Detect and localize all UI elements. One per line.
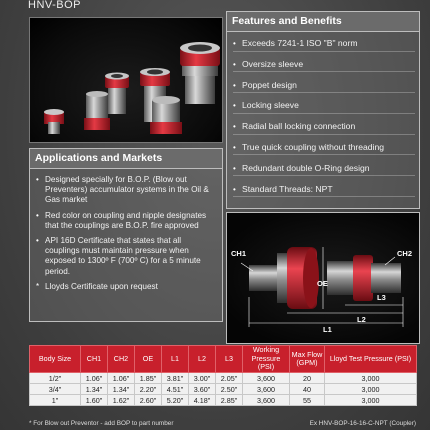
list-item: • Redundant double O-Ring design [233,161,415,177]
col-header: Working Pressure (PSI) [243,346,290,373]
col-header: Lloyd Test Pressure (PSI) [325,346,417,373]
ch2-label: CH2 [397,249,413,258]
col-header: CH1 [81,346,108,373]
bullet-icon: • [233,39,236,48]
list-item: • True quick coupling without threading [233,140,415,156]
table-cell: 1.62" [108,395,135,406]
table-cell: 4.18" [189,395,216,406]
col-header: L1 [162,346,189,373]
oe-label: OE [317,279,328,288]
table-cell: 3,600 [243,373,290,384]
table-cell: 40 [290,384,325,395]
table-cell: 1.34" [108,384,135,395]
table-header-row [30,346,417,373]
list-item: • Standard Threads: NPT [233,182,415,198]
table-cell: 2.85" [216,395,243,406]
list-item: • API 16D Certificate that states that all couplings must maintain pressure when exposed to 1300º F (700º C) for a 5 minute period. [36,236,201,276]
applications-list [30,169,222,292]
product-photo [29,17,223,143]
bullet-icon: • [36,175,39,184]
bullet-icon: • [233,163,236,173]
table-cell: 1.34" [81,384,108,395]
applications-panel [29,148,223,322]
col-header: CH2 [108,346,135,373]
table-cell: 2.60" [135,395,162,406]
bullet-icon: • [233,122,236,132]
table-row [30,384,417,395]
features-list [227,32,419,197]
table-cell: 1.06" [108,373,135,384]
col-header: Body Size [30,346,81,373]
bullet-icon: • [233,80,236,90]
table-cell: 3.60" [189,384,216,395]
bullet-icon: • [233,59,236,69]
table-row [30,395,417,406]
col-header: Max Flow (GPM) [290,346,325,373]
table-cell: 3,600 [243,384,290,395]
table-cell: 2.20" [135,384,162,395]
table-cell: 2.05" [216,373,243,384]
bullet-icon: • [233,142,236,152]
list-item: • Radial ball locking connection [233,119,415,135]
table-cell: 1.85" [135,373,162,384]
bullet-icon: • [233,184,236,194]
list-item: • Exceeds 7241-1 ISO "B" norm [233,36,415,52]
table-cell: 3,000 [325,395,417,406]
l2-label: L2 [357,315,366,324]
footer-example: Ex HNV-BOP-16-16-C-NPT (Coupler) [309,420,416,427]
table-cell: 55 [290,395,325,406]
list-item: • Oversize sleeve [233,57,415,73]
spec-table [29,345,417,406]
table-cell: 3,600 [243,395,290,406]
table-cell: 5.20" [162,395,189,406]
l1-label: L1 [323,325,332,334]
list-item: * Lloyds Certificate upon request [36,281,158,291]
table-cell: 1.06" [81,373,108,384]
table-cell: 4.51" [162,384,189,395]
l3-label: L3 [377,293,386,302]
bullet-icon: • [233,101,236,111]
features-panel [226,11,420,209]
table-cell: 3,000 [325,373,417,384]
table-cell: 1.60" [81,395,108,406]
ch1-label: CH1 [231,249,247,258]
bullet-icon: * [36,281,40,291]
table-cell: 20 [290,373,325,384]
col-header: OE [135,346,162,373]
bullet-icon: • [36,236,39,246]
table-cell: 3,000 [325,384,417,395]
table-cell: 1/2" [30,373,81,384]
list-item: • Locking sleeve [233,98,415,114]
coupling-diagram [226,212,420,344]
table-cell: 3.81" [162,373,189,384]
list-item: • Poppet design [233,78,415,94]
table-cell: 1" [30,395,81,406]
bullet-icon: • [36,210,39,220]
table-cell: 3.00" [189,373,216,384]
col-header: L2 [189,346,216,373]
page-title: HNV-BOP [28,0,82,11]
features-heading: Features and Benefits [227,12,419,32]
table-row [30,373,417,384]
table-cell: 3/4" [30,384,81,395]
footer-note: * For Blow out Preventor - add BOP to part number [29,420,174,427]
table-cell: 2.50" [216,384,243,395]
applications-heading: Applications and Markets [30,149,222,169]
list-item: • Red color on coupling and nipple designates that the couplings are B.O.P. fire approved [36,210,207,230]
list-item: • Designed specially for B.O.P. (Blow out Preventers) accumulator systems in the Oil & Gas market [36,175,209,205]
col-header: L3 [216,346,243,373]
